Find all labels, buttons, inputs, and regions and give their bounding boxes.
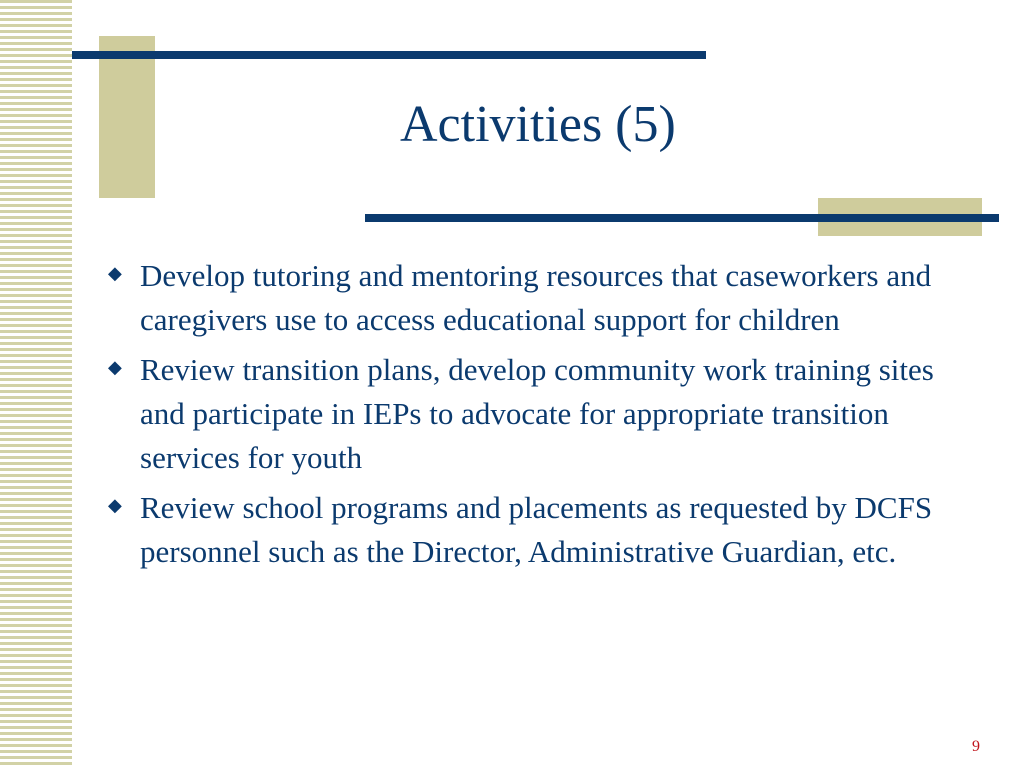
tan-block-decoration-left <box>99 36 155 198</box>
bullet-item <box>104 254 984 342</box>
page-number: 9 <box>972 738 980 755</box>
title-underline-rule <box>365 214 999 222</box>
bullet-item <box>104 348 984 480</box>
bullet-list <box>104 254 984 580</box>
diamond-bullet-icon: ◆ <box>108 357 122 377</box>
bullet-text: Review transition plans, develop community work training sites and participate in IEPs to advocate for appropriate transition services for youth <box>140 352 934 475</box>
bullet-text: Review school programs and placements as requested by DCFS personnel such as the Director, Administrative Guardian, etc. <box>140 490 933 569</box>
top-rule-line <box>72 51 706 59</box>
diamond-bullet-icon: ◆ <box>108 495 122 515</box>
slide-title: Activities (5) <box>400 96 676 153</box>
left-stripe-decoration <box>0 0 72 768</box>
diamond-bullet-icon: ◆ <box>108 263 122 283</box>
bullet-text: Develop tutoring and mentoring resources that caseworkers and caregivers use to access educational support for children <box>140 258 932 337</box>
bullet-item <box>104 486 984 574</box>
